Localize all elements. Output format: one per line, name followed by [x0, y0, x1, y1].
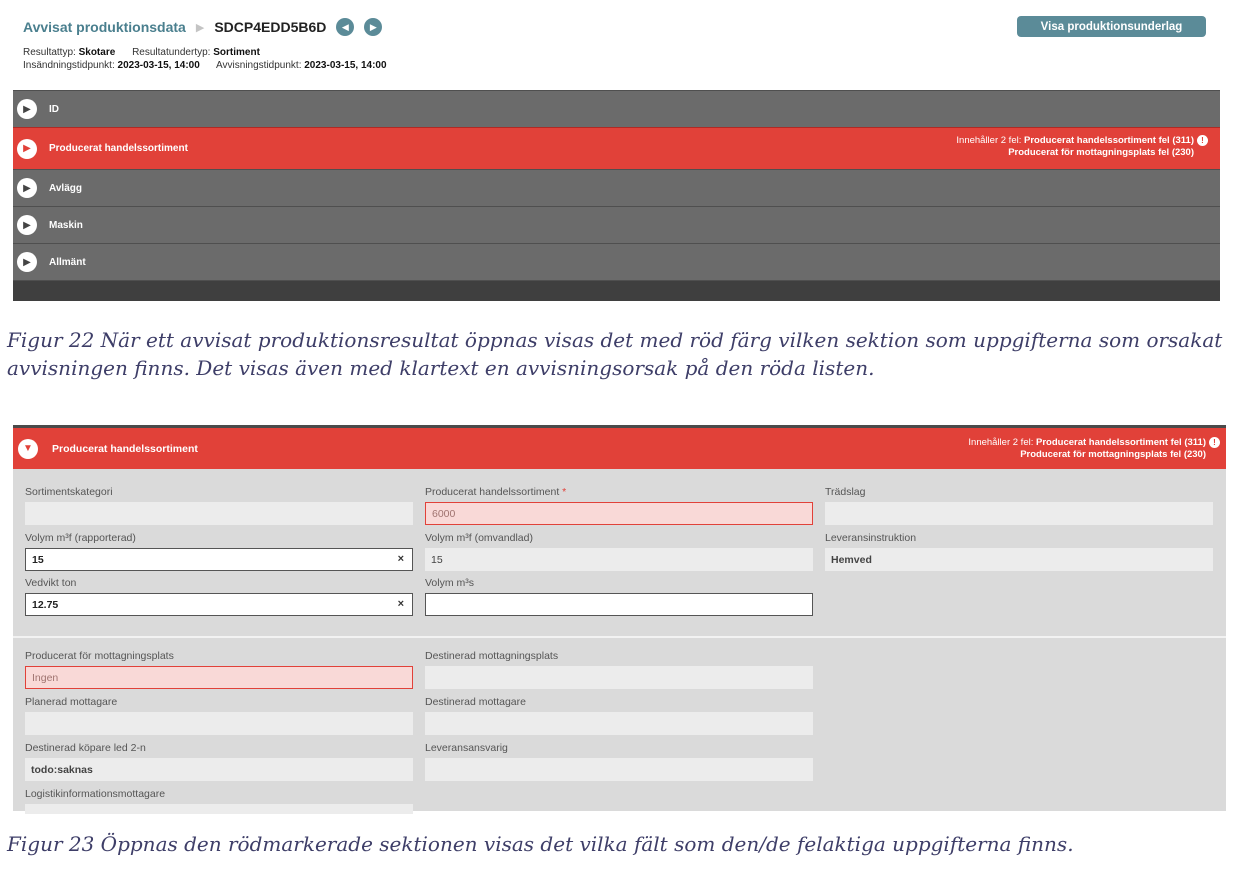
field-value [25, 804, 413, 814]
required-marker: * [562, 486, 567, 498]
field-destinerad-mottagningsplats [425, 649, 813, 689]
field-label: Planerad mottagare [25, 696, 118, 708]
expand-icon: ▶ [17, 252, 37, 272]
field-value [425, 712, 813, 735]
section-label: Maskin [49, 219, 83, 231]
expand-icon: ▶ [17, 178, 37, 198]
error-prefix: Innehåller 2 fel: [968, 437, 1034, 449]
field-producerat-handelssortiment [425, 485, 813, 525]
meta-row-1 [23, 46, 1210, 59]
result-subtype-label: Resultatundertyp: [132, 47, 211, 58]
field-leveransansvarig [425, 741, 813, 781]
label-text: Producerat handelssortiment [425, 486, 560, 498]
section-label: Producerat handelssortiment [52, 442, 198, 455]
field-label: Volym m³f (rapporterad) [25, 532, 136, 544]
field-value [425, 758, 813, 781]
field-volym-omvandlad [425, 531, 813, 571]
error-summary [956, 135, 1208, 159]
alert-icon: ! [1197, 135, 1208, 146]
field-label: Destinerad mottagare [425, 696, 526, 708]
field-label: Volym m³f (omvandlad) [425, 532, 533, 544]
field-label: Logistikinformationsmottagare [25, 788, 166, 800]
field-value [825, 502, 1213, 525]
error-summary [968, 437, 1220, 461]
field-value: Hemved [825, 548, 1213, 571]
alert-icon: ! [1209, 437, 1220, 448]
clear-icon[interactable]: × [397, 598, 404, 610]
figure-22-screenshot [13, 8, 1220, 302]
error-line-2: Producerat för mottagningsplats fel (230) [1020, 449, 1206, 461]
form-divider [13, 636, 1226, 638]
result-subtype-value: Sortiment [213, 47, 260, 58]
figure-23-screenshot [13, 425, 1226, 811]
next-record-icon[interactable]: ▶ [364, 18, 382, 36]
collapse-icon: ▼ [18, 439, 38, 459]
section-id[interactable] [13, 90, 1220, 127]
field-label: Trädslag [825, 486, 866, 498]
section-form [13, 469, 1226, 814]
field-value-error[interactable]: Ingen [25, 666, 413, 689]
clear-icon[interactable]: × [397, 553, 404, 565]
error-line-1: Producerat handelssortiment fel (311) [1024, 135, 1194, 147]
field-label: Leveransinstruktion [825, 532, 917, 544]
submitted-time-value: 2023-03-15, 14:00 [117, 60, 200, 71]
field-label: Sortimentskategori [25, 486, 113, 498]
field-value [25, 502, 413, 525]
show-production-basis-button[interactable]: Visa produktionsunderlag [1017, 16, 1206, 37]
field-label: Leveransansvarig [425, 742, 508, 754]
rejected-time-label: Avvisningstidpunkt: [216, 60, 302, 71]
section-allmant[interactable] [13, 243, 1220, 280]
section-label: Avlägg [49, 182, 82, 194]
field-vedvikt [25, 576, 413, 616]
field-destinerad-kopare [25, 741, 413, 781]
field-planerad-mottagare [25, 695, 413, 735]
volume-reported-input[interactable] [25, 548, 413, 571]
field-sortimentskategori [25, 485, 413, 525]
field-label: Volym m³s [425, 577, 475, 589]
section-label: Allmänt [49, 256, 86, 268]
input-value: 12.75 [32, 598, 59, 611]
section-maskin[interactable] [13, 206, 1220, 243]
field-label [425, 485, 813, 499]
expand-icon: ▶ [17, 139, 37, 159]
previous-record-icon[interactable]: ◀ [336, 18, 354, 36]
section-producerat-handelssortiment[interactable] [13, 127, 1220, 169]
error-line-1: Producerat handelssortiment fel (311) [1036, 437, 1206, 449]
breadcrumb-separator-icon: ▶ [195, 21, 205, 34]
field-destinerad-mottagare [425, 695, 813, 735]
field-label: Producerat för mottagningsplats [25, 650, 174, 662]
section-producerat-handelssortiment-expanded[interactable] [13, 428, 1226, 469]
field-volym-m3s [425, 576, 813, 616]
breadcrumb-root-link[interactable]: Avvisat produktionsdata [23, 19, 186, 35]
field-value [425, 666, 813, 689]
field-label: Vedvikt ton [25, 577, 77, 589]
section-label: ID [49, 103, 59, 115]
record-meta [23, 46, 1210, 72]
expand-icon: ▶ [17, 99, 37, 119]
result-type-label: Resultattyp: [23, 47, 76, 58]
field-volym-rapporterad [25, 531, 413, 571]
figure-23-caption: Figur 23 Öppnas den rödmarkerade sektionen visas det vilka fält som den/de felaktiga uppgifterna finns. [7, 832, 1074, 856]
field-label: Destinerad köpare led 2-n [25, 742, 146, 754]
field-value [25, 712, 413, 735]
rejected-time-value: 2023-03-15, 14:00 [304, 60, 387, 71]
field-leveransinstruktion [825, 531, 1213, 571]
wood-weight-input[interactable] [25, 593, 413, 616]
page-header [13, 8, 1220, 90]
input-value: 15 [32, 553, 44, 566]
field-label: Destinerad mottagningsplats [425, 650, 559, 662]
result-type-value: Skotare [78, 47, 116, 58]
expand-icon: ▶ [17, 215, 37, 235]
figure-22-caption: Figur 22 När ett avvisat produktionsresultat öppnas visas det med röd färg vilken sektion som uppgifterna som orsakat avvisningen finns. Det visas även med klartext en avvisningsorsak på den röda listen. [7, 328, 1223, 380]
error-prefix: Innehåller 2 fel: [956, 135, 1022, 147]
record-id: SDCP4EDD5B6D [214, 19, 327, 35]
submitted-time-label: Insändningstidpunkt: [23, 60, 115, 71]
field-value: todo:saknas [25, 758, 413, 781]
field-value-error[interactable]: 6000 [425, 502, 813, 525]
section-label: Producerat handelssortiment [49, 143, 188, 154]
field-tradslag [825, 485, 1213, 525]
section-list-footer [13, 280, 1220, 301]
meta-row-2 [23, 59, 1210, 72]
field-logistikinformationsmottagare [25, 787, 413, 814]
field-producerat-mottagningsplats [25, 649, 413, 689]
field-value: 15 [425, 548, 813, 571]
error-line-2: Producerat för mottagningsplats fel (230) [1008, 147, 1194, 159]
volume-m3s-input[interactable] [425, 593, 813, 616]
section-avlagg[interactable] [13, 169, 1220, 206]
